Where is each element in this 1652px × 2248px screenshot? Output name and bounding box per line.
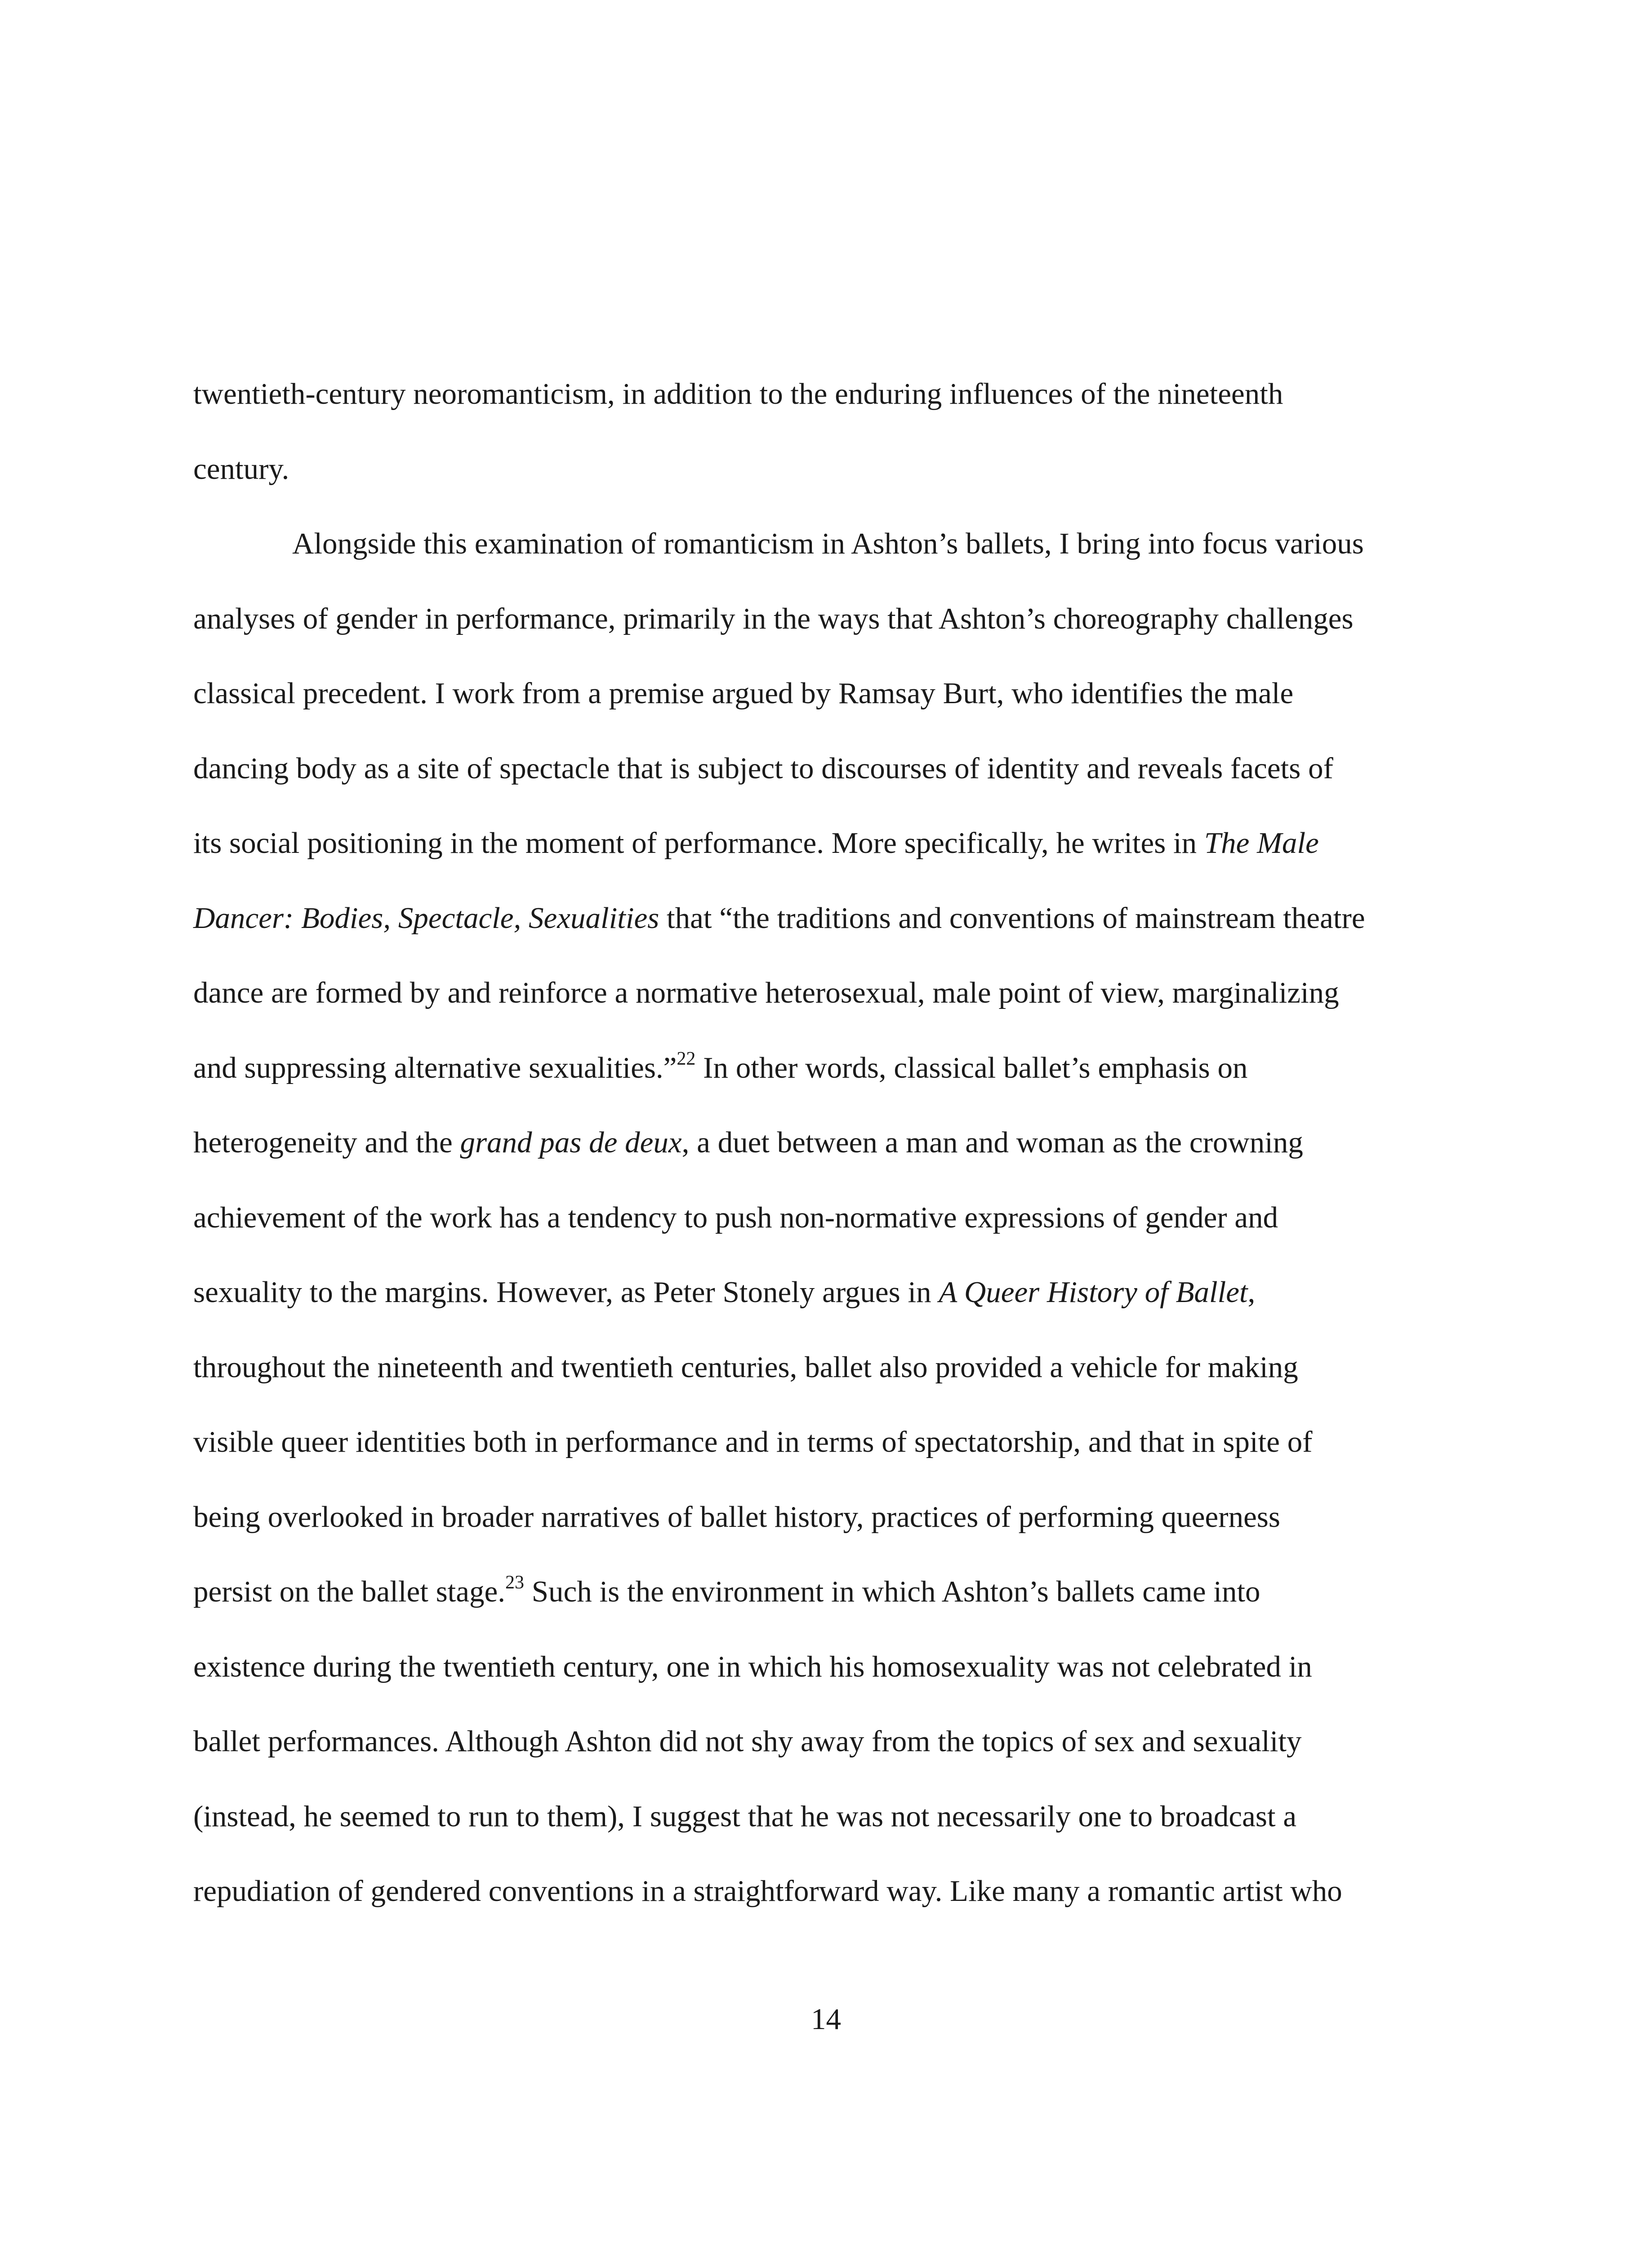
text-line <box>193 671 1293 716</box>
text-segment: existence during the twentieth century, one in which his homosexuality was not celebrated in <box>193 1650 1312 1683</box>
italic-title: The Male <box>1204 826 1319 860</box>
text-line <box>193 1494 1280 1539</box>
text-line <box>193 821 1319 865</box>
text-line <box>193 896 1365 941</box>
text-line <box>193 1120 1303 1165</box>
text-segment: achievement of the work has a tendency to push non-normative expressions of gender and <box>193 1201 1278 1234</box>
footnote-reference: 23 <box>505 1572 525 1593</box>
text-line <box>193 596 1354 641</box>
text-segment: and suppressing alternative sexualities.” <box>193 1051 677 1084</box>
text-segment: In other words, classical ballet’s emphasis on <box>695 1051 1248 1084</box>
text-segment: twentieth-century neoromanticism, in addition to the enduring influences of the nineteenth <box>193 377 1283 410</box>
text-line <box>193 1644 1312 1689</box>
text-segment: dancing body as a site of spectacle that is subject to discourses of identity and reveals facets of <box>193 752 1333 785</box>
italic-title: grand pas de deux <box>460 1126 682 1159</box>
text-line <box>193 746 1333 791</box>
footnote-reference: 22 <box>677 1048 696 1069</box>
text-line <box>193 446 289 491</box>
text-segment: repudiation of gendered conventions in a straightforward way. Like many a romantic artist who <box>193 1874 1342 1908</box>
text-line <box>193 1794 1296 1839</box>
text-segment: (instead, he seemed to run to them), I suggest that he was not necessarily one to broadcast a <box>193 1800 1297 1833</box>
text-line <box>193 1719 1302 1764</box>
text-segment: visible queer identities both in performance and in terms of spectatorship, and that in spite of <box>193 1425 1313 1459</box>
italic-title: Dancer: Bodies, Spectacle, Sexualities <box>193 901 659 935</box>
text-segment: , <box>1247 1276 1256 1309</box>
text-line <box>193 371 1283 416</box>
text-segment: analyses of gender in performance, primarily in the ways that Ashton’s choreography challenges <box>193 602 1354 635</box>
page-number: 14 <box>811 2003 841 2036</box>
text-segment: throughout the nineteenth and twentieth centuries, ballet also provided a vehicle for making <box>193 1351 1298 1384</box>
text-line <box>193 1419 1313 1464</box>
text-line <box>193 1869 1342 1913</box>
text-segment: heterogeneity and the <box>193 1126 460 1159</box>
text-line <box>193 1045 1247 1090</box>
text-line <box>193 1345 1298 1390</box>
italic-title: A Queer History of Ballet <box>939 1276 1248 1309</box>
text-segment: its social positioning in the moment of performance. More specifically, he writes in <box>193 826 1204 860</box>
text-segment: that “the traditions and conventions of mainstream theatre <box>659 901 1365 935</box>
text-segment: , a duet between a man and woman as the crowning <box>681 1126 1303 1159</box>
text-segment: century. <box>193 452 289 486</box>
text-line <box>193 1195 1278 1240</box>
text-line <box>193 1270 1255 1315</box>
text-line <box>292 521 1364 566</box>
text-segment: Alongside this examination of romanticism in Ashton’s ballets, I bring into focus various <box>292 527 1364 560</box>
text-segment: being overlooked in broader narratives of ballet history, practices of performing queerness <box>193 1500 1280 1534</box>
text-line <box>193 970 1339 1015</box>
text-segment: persist on the ballet stage. <box>193 1575 506 1608</box>
text-segment: Such is the environment in which Ashton’s ballets came into <box>524 1575 1260 1608</box>
text-segment: sexuality to the margins. However, as Peter Stonely argues in <box>193 1276 939 1309</box>
text-segment: dance are formed by and reinforce a normative heterosexual, male point of view, marginalizing <box>193 976 1339 1009</box>
text-line <box>193 1569 1260 1614</box>
text-segment: ballet performances. Although Ashton did not shy away from the topics of sex and sexuality <box>193 1725 1302 1758</box>
text-segment: classical precedent. I work from a premise argued by Ramsay Burt, who identifies the male <box>193 677 1294 710</box>
